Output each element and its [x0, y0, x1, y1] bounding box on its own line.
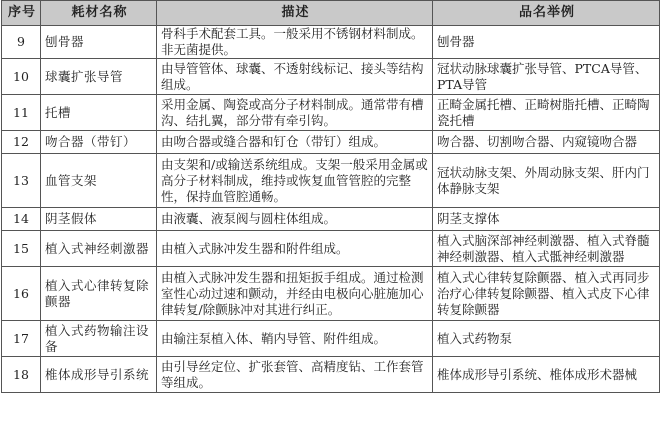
row-example: 正畸金属托槽、正畸树脂托槽、正畸陶瓷托槽	[433, 95, 660, 131]
table-row	[2, 208, 660, 231]
row-no: 10	[2, 59, 41, 95]
table-row	[2, 154, 660, 208]
row-name: 血管支架	[41, 154, 157, 208]
row-example: 刨骨器	[433, 26, 660, 59]
row-no: 11	[2, 95, 41, 131]
table-row	[2, 267, 660, 321]
table-header	[2, 1, 660, 26]
row-desc: 由导管管体、球囊、不透射线标记、接头等结构组成。	[157, 59, 433, 95]
row-desc: 由植入式脉冲发生器和附件组成。	[157, 231, 433, 267]
row-no: 17	[2, 321, 41, 357]
row-example: 冠状动脉球囊扩张导管、PTCA导管、PTA导管	[433, 59, 660, 95]
table-row	[2, 26, 660, 59]
table-row	[2, 357, 660, 393]
row-example: 冠状动脉支架、外周动脉支架、肝内门体静脉支架	[433, 154, 660, 208]
row-example: 吻合器、切割吻合器、内窥镜吻合器	[433, 131, 660, 154]
row-desc: 由液囊、液泵阀与圆柱体组成。	[157, 208, 433, 231]
row-no: 9	[2, 26, 41, 59]
row-example: 植入式脑深部神经刺激器、植入式脊髓神经刺激器、植入式骶神经刺激器	[433, 231, 660, 267]
row-example: 植入式心律转复除颤器、植入式再同步治疗心律转复除颤器、植入式皮下心律转复除颤器	[433, 267, 660, 321]
row-name: 阴茎假体	[41, 208, 157, 231]
row-desc: 由引导丝定位、扩张套管、高精度钻、工作套管等组成。	[157, 357, 433, 393]
row-example: 阴茎支撑体	[433, 208, 660, 231]
header-no: 序号	[2, 1, 41, 26]
table-row	[2, 59, 660, 95]
row-example: 植入式药物泵	[433, 321, 660, 357]
row-name: 球囊扩张导管	[41, 59, 157, 95]
row-desc: 骨科手术配套工具。一般采用不锈钢材料制成。非无菌提供。	[157, 26, 433, 59]
row-no: 12	[2, 131, 41, 154]
row-no: 15	[2, 231, 41, 267]
row-name: 托槽	[41, 95, 157, 131]
row-name: 植入式药物输注设备	[41, 321, 157, 357]
table-row	[2, 321, 660, 357]
row-no: 16	[2, 267, 41, 321]
row-no: 18	[2, 357, 41, 393]
table-row	[2, 95, 660, 131]
consumables-table	[1, 0, 660, 393]
header-desc: 描述	[157, 1, 433, 26]
row-no: 14	[2, 208, 41, 231]
header-name: 耗材名称	[41, 1, 157, 26]
row-desc: 由吻合器或缝合器和钉仓（带钉）组成。	[157, 131, 433, 154]
table-body	[2, 26, 660, 393]
table-row	[2, 231, 660, 267]
table-row	[2, 131, 660, 154]
row-desc: 由植入式脉冲发生器和扭矩扳手组成。通过检测室性心动过速和颤动，并经由电极向心脏施加心律转复/除颤脉冲对其进行纠正。	[157, 267, 433, 321]
row-example: 椎体成形导引系统、椎体成形术器械	[433, 357, 660, 393]
row-desc: 采用金属、陶瓷或高分子材料制成。通常带有槽沟、结扎翼，部分带有牵引钩。	[157, 95, 433, 131]
row-name: 吻合器（带钉）	[41, 131, 157, 154]
row-name: 植入式心律转复除颤器	[41, 267, 157, 321]
row-name: 植入式神经刺激器	[41, 231, 157, 267]
row-desc: 由支架和/或输送系统组成。支架一般采用金属或高分子材料制成，维持或恢复血管管腔的完整性，保持血管腔通畅。	[157, 154, 433, 208]
row-no: 13	[2, 154, 41, 208]
row-name: 刨骨器	[41, 26, 157, 59]
row-desc: 由输注泵植入体、鞘内导管、附件组成。	[157, 321, 433, 357]
header-example: 品名举例	[433, 1, 660, 26]
row-name: 椎体成形导引系统	[41, 357, 157, 393]
header-row	[2, 1, 660, 26]
